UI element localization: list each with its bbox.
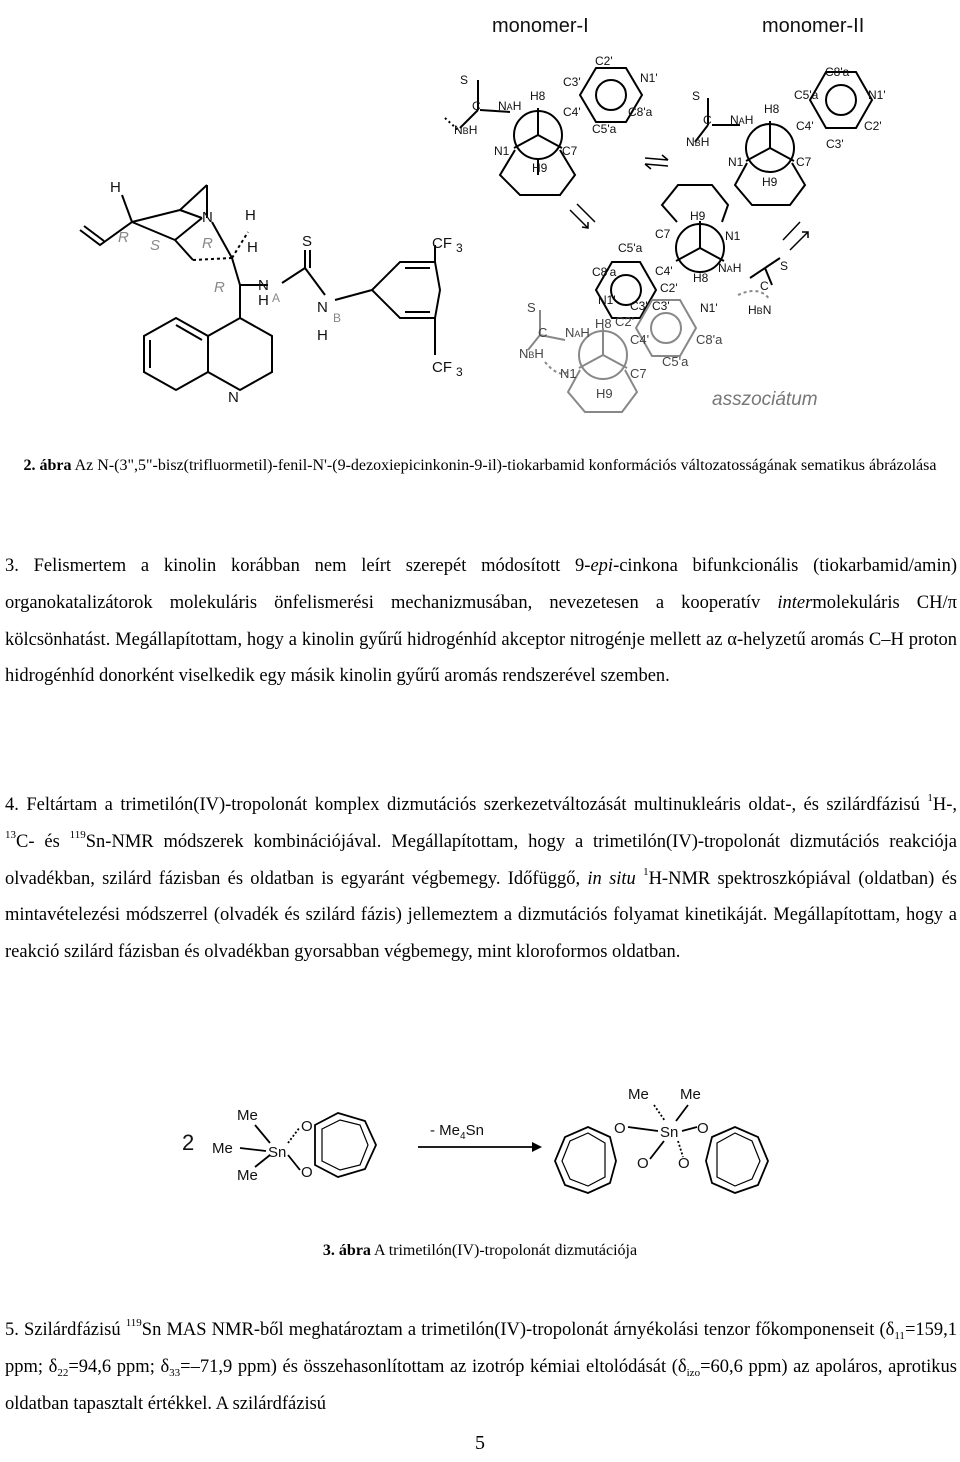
svg-text:Me: Me [628, 1086, 649, 1103]
svg-text:H9: H9 [532, 161, 548, 175]
svg-text:N1: N1 [494, 144, 510, 158]
svg-text:R: R [118, 229, 129, 246]
svg-text:N: N [202, 209, 213, 226]
svg-text:S: S [692, 89, 701, 103]
svg-text:S: S [460, 73, 469, 87]
svg-text:3: 3 [456, 365, 463, 379]
paragraph-3: 3. Felismertem a kinolin korábban nem leírt szerepét módosított 9-epi-cinkona bifunkcionális (tiokarbamid/amin) organokatalizátorok molekuláris önfelismerési mechanizmusában, nevezetesen a kooperatív intermolekuláris CH/π kölcsönhatást. Megállapítottam, hogy a kinolin gyűrű hidrogénhíd akceptor nitrogénje mellett az α-helyzetű aromás C–H proton hidrogénhíd donorként viselkedik egy másik kinolin gyűrű aromás rendszerével szemben. [5, 556, 957, 687]
svg-text:HBN: HBN [748, 303, 772, 317]
svg-text:S: S [302, 233, 313, 250]
svg-text:C7: C7 [562, 144, 578, 158]
svg-text:S: S [780, 259, 789, 273]
svg-text:C7: C7 [655, 227, 671, 241]
svg-text:O: O [678, 1155, 690, 1172]
paragraph-5: 5. Szilárdfázisú $^{119}$Sn MAS NMR-ből meghatároztam a trimetilón(IV)-tropolonát árnyékolási tenzor főkomponenseit ($\delta_{11}=159,1$ ppm; $\delta_{22}=94,6$ ppm; $\delta_{33}=-71,9$ ppm) és összehasonlítottam az izotróp kémiai eltolódását ($\delta_{izo}=60,6$ ppm) az apoláros, aprotikus oldatban tapasztalt értékkel. A szilárdfázisú [5, 1317, 957, 1414]
svg-text:C5'a: C5'a [618, 241, 643, 255]
svg-text:NAH: NAH [498, 99, 522, 113]
page-number: 5 [475, 1432, 485, 1454]
svg-text:H8: H8 [595, 316, 612, 331]
svg-text:N1': N1' [598, 293, 616, 307]
svg-text:N1': N1' [868, 88, 886, 102]
svg-text:O: O [301, 1164, 313, 1181]
svg-text:C: C [760, 279, 769, 293]
figure-2-caption-text: Az N-(3",5"-bisz(trifluormetil)-fenil-N'-(9-dezoxiepicinkonin-9-il)-tiokarbamid konformációs változatosságának sematikus ábrázolása [71, 457, 937, 474]
svg-text:N: N [317, 299, 328, 316]
svg-text:O: O [614, 1120, 626, 1137]
figure-2-caption-label: 2. ábra [23, 457, 72, 474]
svg-text:H: H [245, 207, 256, 224]
equilibrium-arrows [570, 155, 808, 250]
svg-text:N1: N1 [725, 229, 741, 243]
monomer-2-label: monomer-II [762, 15, 865, 37]
svg-text:C7: C7 [630, 366, 647, 381]
svg-text:C2': C2' [595, 54, 613, 68]
svg-text:C4': C4' [563, 105, 581, 119]
svg-text:C5'a: C5'a [592, 122, 617, 136]
svg-text:O: O [301, 1118, 313, 1135]
figure-2-diagram [0, 0, 960, 440]
svg-text:N1': N1' [640, 71, 658, 85]
svg-text:C2': C2' [660, 281, 678, 295]
svg-text:C4': C4' [796, 119, 814, 133]
figure-2-caption [0, 455, 960, 477]
svg-text:C8'a: C8'a [825, 65, 850, 79]
svg-text:C: C [703, 113, 712, 127]
reactant-trimethyltin-tropolonate [212, 1107, 376, 1184]
svg-text:CF: CF [432, 235, 452, 252]
svg-text:H8: H8 [693, 271, 709, 285]
svg-text:R: R [202, 235, 213, 252]
svg-text:NAH: NAH [565, 325, 590, 340]
svg-text:H9: H9 [762, 175, 778, 189]
svg-text:NAH: NAH [730, 113, 754, 127]
svg-text:C8'a: C8'a [628, 105, 653, 119]
monomer-1-label: monomer-I [492, 15, 589, 37]
svg-text:B: B [333, 311, 342, 325]
association-label: asszociátum [712, 389, 818, 410]
svg-text:C8'a: C8'a [592, 265, 617, 279]
svg-text:NBH: NBH [454, 123, 478, 137]
svg-text:C: C [472, 99, 481, 113]
svg-text:C2': C2' [615, 314, 635, 329]
svg-text:H: H [258, 292, 269, 309]
svg-text:C5'a: C5'a [794, 88, 819, 102]
svg-text:H8: H8 [530, 89, 546, 103]
svg-text:Me: Me [237, 1107, 258, 1124]
svg-text:C3': C3' [630, 299, 648, 313]
svg-text:H: H [317, 327, 328, 344]
svg-text:C4': C4' [630, 332, 650, 347]
cinchona-atom-labels [110, 179, 463, 406]
monomer-2-newman [695, 72, 872, 205]
monomer-1-labels [454, 54, 658, 175]
svg-text:N1: N1 [728, 155, 744, 169]
svg-text:C: C [538, 325, 548, 340]
svg-text:CF: CF [432, 359, 452, 376]
svg-text:C3': C3' [563, 75, 581, 89]
svg-text:C2': C2' [864, 119, 882, 133]
figure-3-caption-label: 3. ábra [322, 1242, 371, 1259]
svg-text:NBH: NBH [686, 135, 710, 149]
association-labels [519, 209, 788, 401]
svg-text:NBH: NBH [519, 346, 544, 361]
svg-text:C4': C4' [655, 264, 673, 278]
svg-text:H8: H8 [764, 102, 780, 116]
svg-text:N: N [258, 277, 269, 294]
svg-text:C3': C3' [652, 299, 670, 313]
svg-text:Me: Me [212, 1140, 233, 1157]
svg-text:C8'a: C8'a [696, 332, 723, 347]
svg-text:N: N [228, 389, 239, 406]
svg-text:H9: H9 [596, 386, 613, 401]
reaction-arrow [418, 1122, 542, 1152]
svg-text:S: S [150, 237, 161, 254]
svg-text:R: R [214, 279, 225, 296]
svg-text:C7: C7 [796, 155, 812, 169]
svg-text:Me: Me [237, 1167, 258, 1184]
svg-text:NAH: NAH [718, 261, 742, 275]
figure-3-caption-text: A trimetilón(IV)-tropolonát dizmutációja [370, 1242, 638, 1259]
svg-text:H: H [247, 239, 258, 256]
stoichiometric-coefficient: 2 [182, 1130, 195, 1155]
svg-text:Sn: Sn [660, 1124, 679, 1141]
product-dimethyltin-bis-tropolonate [555, 1086, 768, 1193]
figure-3-reaction [0, 1075, 960, 1215]
svg-text:C5'a: C5'a [662, 354, 689, 369]
svg-text:3: 3 [456, 241, 463, 255]
svg-text:O: O [697, 1120, 709, 1137]
figure-3-caption [0, 1240, 960, 1262]
svg-text:O: O [637, 1155, 649, 1172]
paragraph-4: 4. Feltártam a trimetilón(IV)-tropolonát komplex dizmutációs szerkezetváltozását multinukleáris oldat-, és szilárdfázisú $^1$H-, $^{13}$C- és $^{119}$Sn-NMR módszerek kombinációjával. Megállapítottam, hogy a trimetilón(IV)-tropolonát dizmutációs reakciója olvadékban, szilárd fázisban és oldatban is egyaránt végbemegy. Időfüggő, in situ $^1$H-NMR spektroszkópiával (oldatban) és mintavételezési módszerrel (olvadék és szilárd fázis) jellemeztem a dizmutációs folyamat kinetikáját. Megállapítottam, hogy a reakció szilárd fázisban és olvadékban gyorsabban végbemegy, mint kloroformos oldatban. [5, 792, 958, 963]
svg-text:- Me4Sn: - $Me_4Sn$ [430, 1122, 484, 1142]
svg-text:H: H [110, 179, 121, 196]
svg-text:N1: N1 [560, 366, 577, 381]
svg-text:S: S [527, 300, 536, 315]
svg-text:C3': C3' [826, 137, 844, 151]
svg-text:Sn: Sn [268, 1144, 287, 1161]
svg-text:N1': N1' [700, 301, 718, 315]
svg-text:A: A [272, 291, 281, 305]
svg-text:H9: H9 [690, 209, 706, 223]
svg-text:Me: Me [680, 1086, 701, 1103]
